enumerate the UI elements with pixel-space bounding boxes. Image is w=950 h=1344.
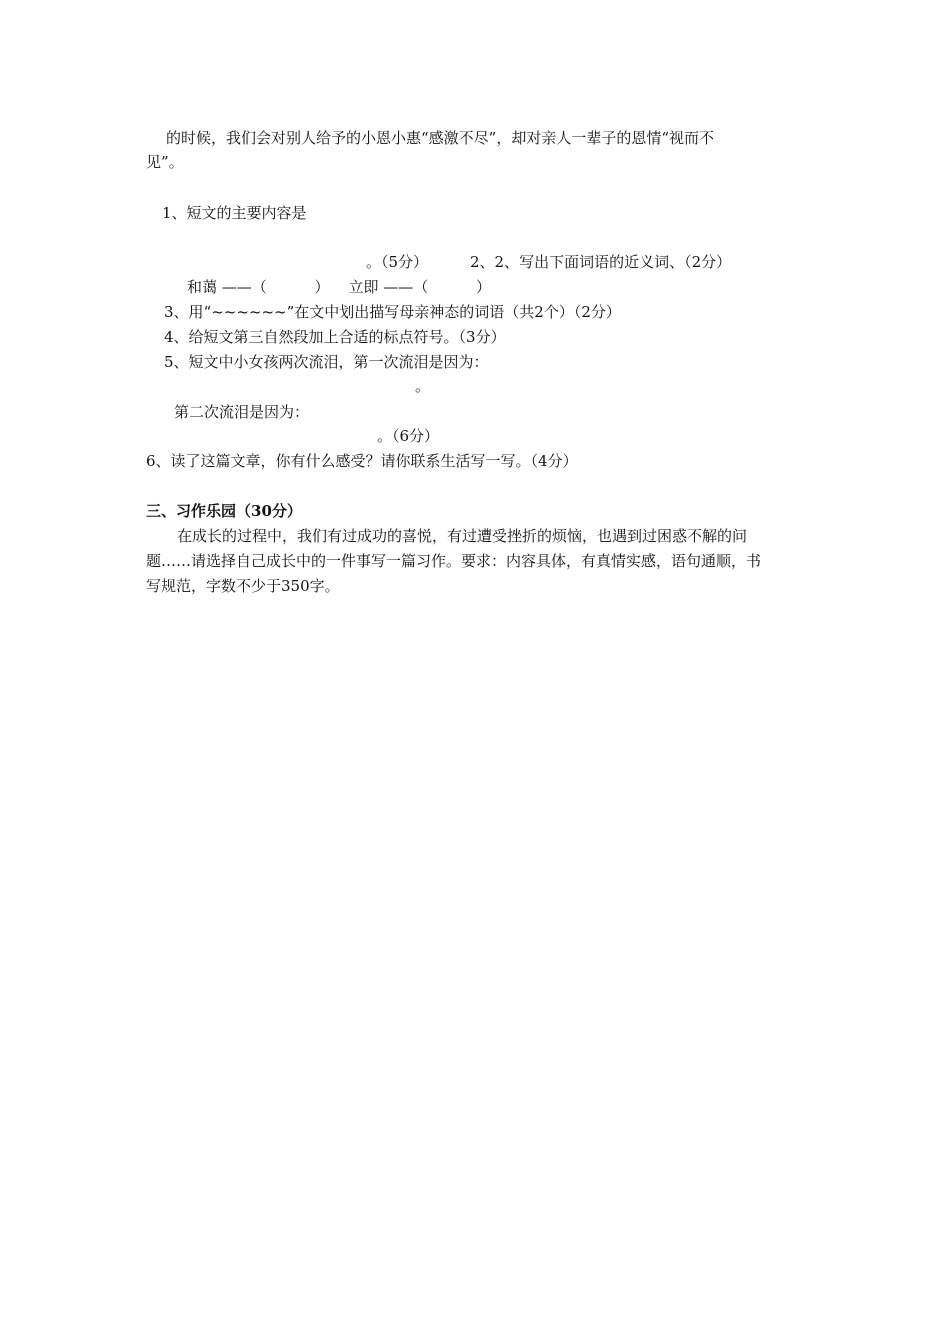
question-6: 6、读了这篇文章，你有什么感受？请你联系生活写一写。（4分） (146, 452, 578, 470)
passage-line-1: 的时候，我们会对别人给予的小恩小惠“感激不尽”，却对亲人一辈子的恩情“视而不 (166, 129, 715, 147)
question-4: 4、给短文第三自然段加上合适的标点符号。（3分） (164, 328, 506, 346)
question-5-first-end: 。 (415, 377, 431, 395)
question-5: 5、短文中小女孩两次流泪，第一次流泪是因为： (164, 353, 489, 371)
section-3-heading: 三、习作乐园（30分） (146, 502, 302, 520)
section-3-line-3: 写规范，字数不少于350字。 (146, 577, 340, 595)
question-1-tail: 。（5分） (366, 253, 429, 271)
question-3: 3、用“~~~~~~”在文中划出描写母亲神态的词语（共2个）（2分） (164, 303, 621, 321)
passage-line-2: 见”。 (146, 153, 184, 171)
question-5-tail: 。（6分） (377, 427, 440, 445)
question-2-words: 和蔼 ——（ ） 立即 ——（ ） (187, 278, 491, 296)
section-3-line-1: 在成长的过程中，我们有过成功的喜悦，有过遭受挫折的烦恼，也遇到过困惑不解的问 (177, 527, 748, 545)
section-3-line-2: 题……请选择自己成长中的一件事写一篇习作。要求：内容具体，有真情实感，语句通顺，书 (146, 552, 762, 570)
question-5-second: 第二次流泪是因为： (174, 403, 310, 421)
question-1: 1、短文的主要内容是 (162, 204, 307, 222)
question-2: 2、2、写出下面词语的近义词、（2分） (470, 253, 732, 271)
